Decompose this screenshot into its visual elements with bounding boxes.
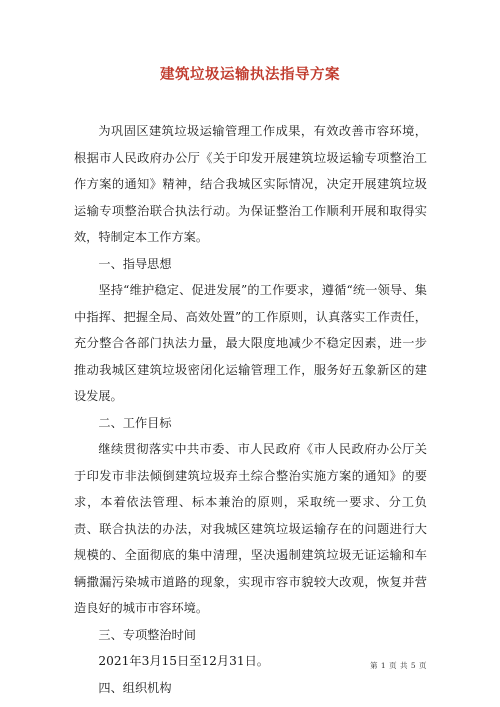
section-heading-work-goals: 二、工作目标 bbox=[98, 415, 172, 430]
section-heading-rectification-period: 三、专项整治时间 bbox=[98, 627, 196, 642]
section-heading-organization: 四、组织机构 bbox=[98, 680, 172, 695]
document-title: 建筑垃圾运输执法指导方案 bbox=[160, 66, 340, 83]
intro-paragraph: 为巩固区建筑垃圾运输管理工作成果，有效改善市容环境，根据市人民政府办公厅《关于印发开展建筑垃圾运输专项整治工作方案的通知》精神，结合我城区实际情况，决定开展建筑垃圾运输专项整治联合执法行动。为保证整治工作顺利开展和取得实效，特制定本工作方案。 bbox=[74, 124, 427, 244]
section-paragraph-work-goals: 继续贯彻落实中共市委、市人民政府《市人民政府办公厅关于印发市非法倾倒建筑垃圾弃土综合整治实施方案的通知》的要求，本着依法管理、标本兼治的原则，采取统一要求、分工负责、联合执法的办法，对我城区建筑垃圾运输存在的问题进行大规模的、全面彻底的集中清理，坚决遏制建筑垃圾无证运输和车辆撒漏污染城市道路的现象，实现市容市貌较大改观，恢复并营造良好的城市市容环境。 bbox=[74, 442, 427, 615]
page-number-footer: 第 1 页 共 5 页 bbox=[370, 661, 427, 670]
section-paragraph-rectification-period: 2021年3月15日至12月31日。 bbox=[98, 654, 269, 668]
document-body bbox=[74, 118, 427, 701]
section-heading-guiding-ideology: 一、指导思想 bbox=[98, 256, 172, 271]
section-paragraph-guiding-ideology: 坚持“维护稳定、促进发展”的工作要求，遵循“统一领导、集中指挥、把握全局、高效处置”的工作原则，认真落实工作责任，充分整合各部门执法力量，最大限度地减少不稳定因素，进一步推动我城区建筑垃圾密闭化运输管理工作，服务好五象新区的建设发展。 bbox=[74, 283, 427, 403]
